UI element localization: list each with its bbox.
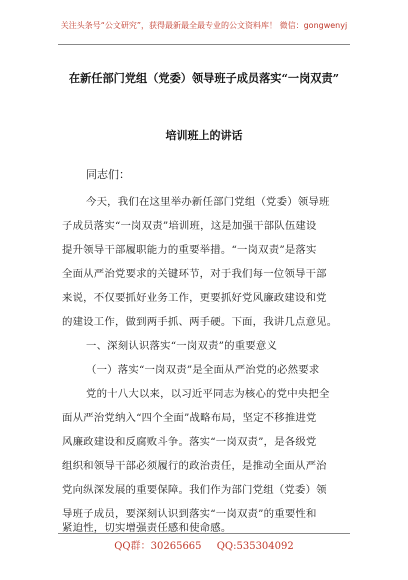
footer-qq: QQ:535304092 bbox=[216, 541, 294, 552]
paragraph-line: 党向纵深发展的重要保障。我们作为部门党组（党委）领 bbox=[62, 484, 327, 496]
paragraph-line: 今天，我们在这里举办新任部门党组（党委）领导班 bbox=[86, 196, 330, 208]
paragraph-line: 的建设工作，做到两手抓、两手硬。下面，我讲几点意见。 bbox=[62, 316, 338, 328]
paragraph-line: 紧迫性，切实增强责任感和使命感。 bbox=[62, 522, 232, 534]
footer bbox=[0, 537, 408, 552]
paragraph-line: 党的十八大以来，以习近平同志为核心的党中央把全 bbox=[86, 388, 330, 400]
paragraph-line: 子成员落实“一岗双责”培训班，这是加强干部队伍建设 bbox=[62, 220, 317, 232]
paragraph-line: 来说，不仅要抓好业务工作，更要抓好党风廉政建设和党 bbox=[62, 292, 327, 304]
header-divider bbox=[58, 44, 350, 45]
paragraph-line: 提升领导干部履职能力的重要举措。“一岗双责”是落实 bbox=[62, 244, 317, 256]
paragraph-line: 导班子成员，要深刻认识到落实“一岗双责”的重要性和 bbox=[62, 508, 317, 520]
paragraph-line: 风廉政建设和反腐败斗争。落实“一岗双责”，是各级党 bbox=[62, 436, 317, 448]
paragraph-line: 面从严治党纳入“四个全面”战略布局，坚定不移推进党 bbox=[62, 412, 317, 424]
header-banner: 关注头条号“公文研究”，获得最新最全最专业的公文资料库！ 微信：gongwenyj bbox=[60, 21, 348, 30]
paragraph-line: 全面从严治党要求的关键环节，对于我们每一位领导干部 bbox=[62, 268, 327, 280]
footer-qq-group: QQ群：30265665 bbox=[114, 541, 202, 552]
section-heading: 一、深刻认识落实“一岗双责”的重要意义 bbox=[86, 340, 278, 352]
document-subtitle: 培训班上的讲话 bbox=[165, 129, 243, 142]
salutation: 同志们： bbox=[86, 168, 130, 181]
paragraph-line: 组织和领导干部必须履行的政治责任，是推动全面从严治 bbox=[62, 460, 327, 472]
document-title: 在新任部门党组（党委）领导班子成员落实“一岗双责” bbox=[68, 71, 340, 85]
subsection-heading: （一）落实“一岗双责”是全面从严治党的必然要求 bbox=[86, 364, 320, 376]
